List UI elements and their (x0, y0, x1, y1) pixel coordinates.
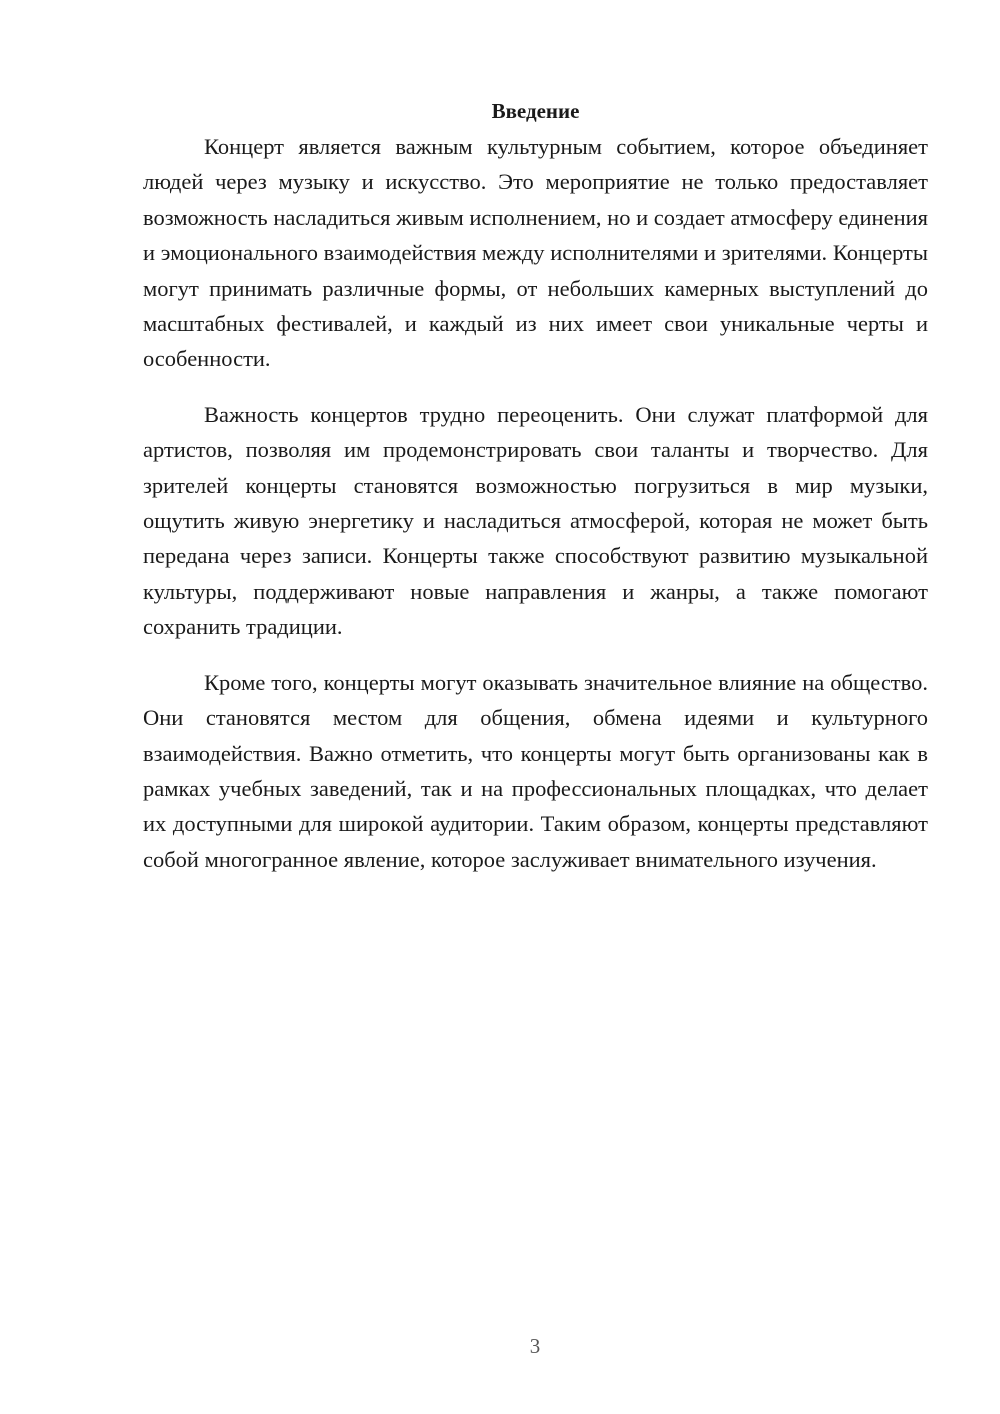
page-number: 3 (529, 1334, 541, 1358)
paragraph-2: Важность концертов трудно переоценить. Они служат платформой для артистов, позволяя им продемонстрировать свои таланты и творчество. Для зрителей концерты становятся возможностью погрузиться в мир музыки, ощутить живую энергетику и насладиться атмосферой, которая не может быть передана через записи. Концерты также способствуют развитию музыкальной культуры, поддерживают новые направления и жанры, а также помогают сохранить традиции. (143, 401, 928, 640)
paragraph-3: Кроме того, концерты могут оказывать значительное влияние на общество. Они становятся местом для общения, обмена идеями и культурного взаимодействия. Важно отметить, что концерты могут быть организованы как в рамках учебных заведений, так и на профессиональных площадках, что делает их доступными для широкой аудитории. Таким образом, концерты представляют собой многогранное явление, которое заслуживает внимательного изучения. (143, 669, 928, 872)
section-heading: Введение (491, 99, 580, 123)
paragraph-1: Концерт является важным культурным событием, которое объединяет людей через музыку и искусство. Это мероприятие не только предоставляет возможность насладиться живым исполнением, но и создает атмосферу единения и эмоционального взаимодействия между исполнителями и зрителями. Концерты могут принимать различные формы, от небольших камерных выступлений до масштабных фестивалей, и каждый из них имеет свои уникальные черты и особенности. (143, 134, 928, 372)
page-content (143, 94, 928, 877)
